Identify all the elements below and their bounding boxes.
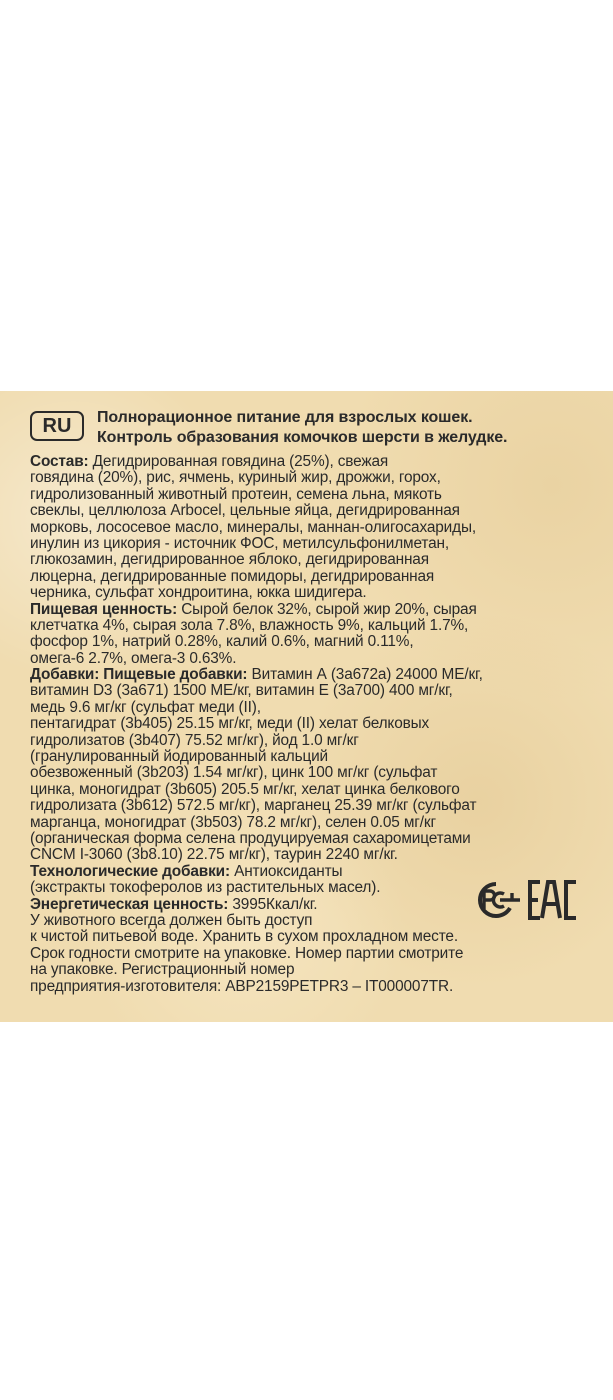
nutrition-line: омега-6 2.7%, омега-3 0.63%. [30, 649, 237, 667]
composition-line: инулин из цикория - источник ФОС, метилсульфонилметан, [30, 534, 449, 552]
additives-line: CNCM I-3060 (3b8.10) 22.75 мг/кг), таурин 2240 мг/кг. [30, 846, 398, 864]
additives-line: медь 9.6 мг/кг (сульфат меди (II), [30, 698, 261, 716]
energy-value: 3995Ккал/кг. [228, 895, 318, 913]
composition-line: глюкозамин, дегидрированное яблоко, дегидрированная [30, 551, 429, 569]
additives-line: гидролизата (3b612) 572.5 мг/кг), марганец 25.39 мг/кг (сульфат [30, 797, 477, 815]
additives-line: пентагидрат (3b405) 25.15 мг/кг, меди (II) хелат белковых [30, 715, 430, 733]
additives-line: цинка, моногидрат (3b605) 205.5 мг/кг, хелат цинка белкового [30, 780, 460, 798]
composition-line: говядина (20%), рис, ячмень, куриный жир, дрожжи, горох, [30, 469, 441, 487]
nutrition-label: Пищевая ценность: [30, 600, 178, 618]
product-title [97, 408, 507, 447]
composition-line: черника, сульфат хондроитина, юкка шидигера. [30, 584, 367, 602]
language-badge: RU [30, 411, 84, 441]
additives-line: (гранулированный йодированный кальций [30, 748, 329, 766]
composition-line: гидролизованный животный протеин, семена льна, мякоть [30, 485, 442, 503]
footer-line: к чистой питьевой воде. Хранить в сухом прохладном месте. [30, 928, 458, 946]
additives-section [30, 667, 599, 864]
technological-label: Технологические добавки: [30, 862, 230, 880]
composition-line: Состав: Дегидрированная говядина (25%), свежая [30, 453, 389, 470]
additives-line: витамин D3 (3a671) 1500 МЕ/кг, витамин Е (3a700) 400 мг/кг, [30, 682, 453, 700]
energy-label: Энергетическая ценность: [30, 895, 229, 913]
nutrition-line: Пищевая ценность: Сырой белок 32%, сырой жир 20%, сырая [30, 600, 477, 618]
composition-line: свеклы, целлюлоза Arbocel, цельные яйца, дегидрированная [30, 502, 460, 520]
product-label-panel [0, 391, 613, 1022]
storage-footer [30, 913, 599, 995]
technological-line: Технологические добавки: Антиоксиданты [30, 862, 343, 880]
label-header [30, 408, 599, 450]
additives-line: марганца, моногидрат (3b503) 78.2 мг/кг), селен 0.05 мг/кг [30, 813, 436, 831]
rst-certification-icon [470, 881, 522, 919]
title-line-2: Контроль образования комочков шерсти в желудке. [97, 428, 508, 446]
technological-line: (экстракты токоферолов из растительных масел). [30, 879, 381, 897]
nutrition-line: фосфор 1%, натрий 0.28%, калий 0.6%, магний 0.11%, [30, 633, 414, 651]
composition-label: Состав: [30, 453, 89, 470]
additives-label: Добавки: Пищевые добавки: [30, 666, 248, 684]
title-line-1: Полнорационное питание для взрослых кошек. [97, 409, 473, 426]
footer-line: Срок годности смотрите на упаковке. Номер партии смотрите [30, 944, 464, 962]
eac-certification-icon [528, 878, 578, 922]
footer-line: на упаковке. Регистрационный номер [30, 961, 295, 979]
additives-line: обезвоженный (3b203) 1.54 мг/кг), цинк 100 мг/кг (сульфат [30, 764, 438, 782]
footer-line: предприятия-изготовителя: ABP2159PETPR3 – IT000007TR. [30, 977, 454, 995]
composition-section [30, 454, 599, 602]
nutrition-section [30, 602, 599, 668]
nutrition-line: клетчатка 4%, сырая зола 7.8%, влажность 9%, кальций 1.7%, [30, 616, 469, 634]
certification-marks [470, 878, 578, 922]
additives-line: Добавки: Пищевые добавки: Витамин А (3a672a) 24000 МЕ/кг, [30, 666, 483, 684]
composition-line: морковь, лососевое масло, минералы, маннан-олигосахариды, [30, 518, 476, 536]
footer-line: У животного всегда должен быть доступ [30, 911, 313, 929]
composition-line: люцерна, дегидрированные помидоры, дегидрированная [30, 567, 435, 585]
additives-line: гидролизатов (3b407) 75.52 мг/кг), йод 1.0 мг/кг [30, 731, 359, 749]
additives-line: (органическая форма селена продуцируемая сахаромицетами [30, 829, 471, 847]
